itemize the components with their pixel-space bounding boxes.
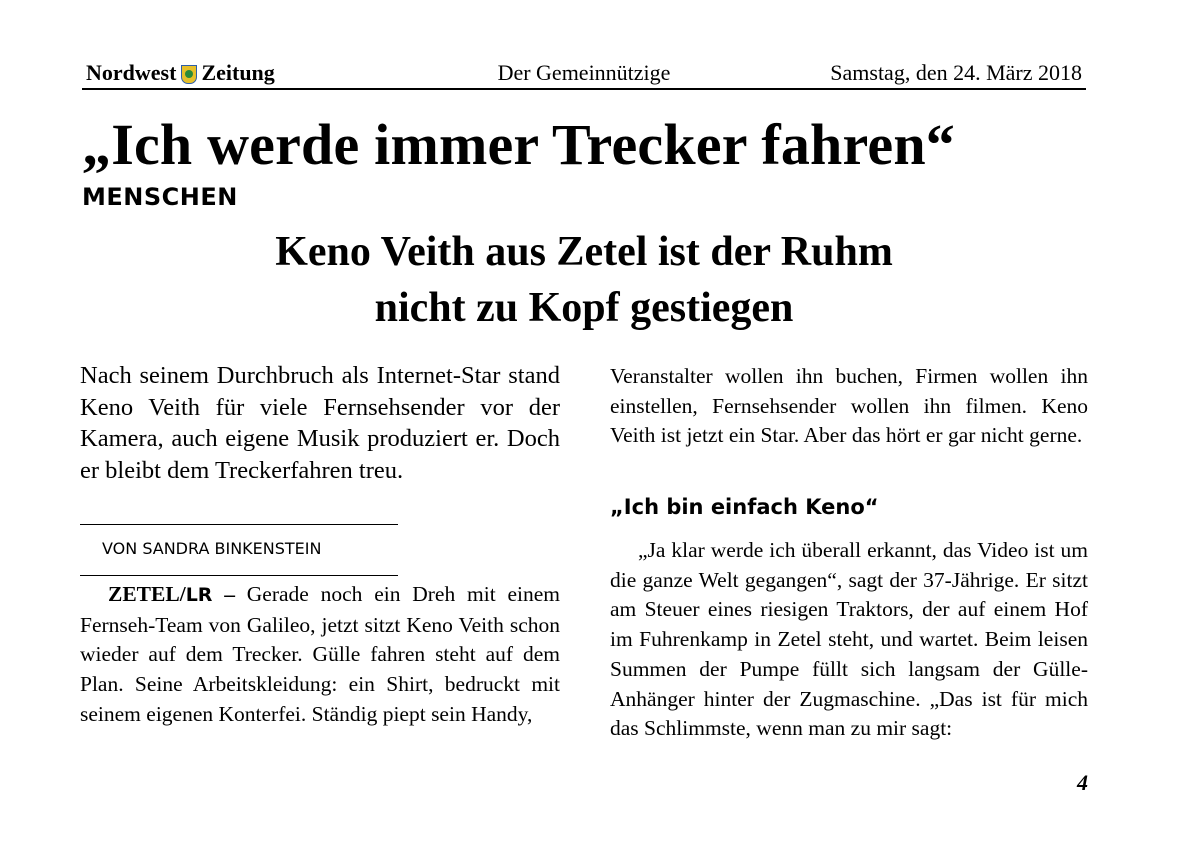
body-column-1-text: Gerade noch ein Dreh mit einem Fernseh-Team von Galileo, jetzt sitzt Keno Veith schon wieder auf dem Trecker. Gülle fahren steht auf dem Plan. Seine Arbeitskleidung: ein Shirt, bedruckt mit seinem eigenen Konterfei. Ständig piept sein Handy, xyxy=(80,582,560,726)
kicker: MENSCHEN xyxy=(82,183,238,211)
lead-paragraph: Nach seinem Durchbruch als Internet-Star stand Keno Veith für viele Fernsehsender vor der Kamera, auch eigene Musik produziert er. Doch er bleibt dem Treckerfahren treu. xyxy=(80,362,560,484)
masthead xyxy=(82,58,1086,90)
body-column-2-bottom: „Ja klar werde ich überall erkannt, das Video ist um die ganze Welt gegangen“, sagt der 37-Jährige. Er sitzt am Steuer eines riesigen Traktors, der auf einem Hof im Fuhrenkamp in Zetel steht, und wartet. Beim leisen Summen der Pumpe füllt sich langsam der Gülle-Anhänger hinter der Zugmaschine. „Das ist für mich das Schlimmste, wenn man zu mir sagt: xyxy=(610,538,1088,741)
headline: „Ich werde immer Trecker fahren“ xyxy=(82,112,956,177)
interhead: „Ich bin einfach Keno“ xyxy=(610,495,879,519)
issue-date: Samstag, den 24. März 2018 xyxy=(830,60,1082,85)
subhead-line-1: Keno Veith aus Zetel ist der Ruhm xyxy=(275,229,893,275)
dateline-dash: – xyxy=(212,582,247,606)
dateline-place: ZETEL/ xyxy=(108,582,186,606)
subhead-line-2: nicht zu Kopf gestiegen xyxy=(374,285,794,331)
byline: VON SANDRA BINKENSTEIN xyxy=(102,539,322,558)
section-name: Der Gemeinnützige xyxy=(497,60,671,85)
page-number: 4 xyxy=(1077,770,1088,795)
paper-name-right: Zeitung xyxy=(201,60,275,85)
dateline-agency: LR xyxy=(185,584,213,606)
paper-name-left: Nordwest xyxy=(86,60,177,85)
subhead xyxy=(82,224,1086,336)
lead-divider xyxy=(80,524,398,525)
byline-divider xyxy=(80,575,398,576)
body-column-1 xyxy=(80,580,560,730)
body-column-2-top: Veranstalter wollen ihn buchen, Firmen wollen ihn einstellen, Fernsehsender wollen ihn filmen. Keno Veith ist jetzt ein Star. Aber das hört er gar nicht gerne. xyxy=(610,364,1088,448)
dateline xyxy=(108,582,247,606)
